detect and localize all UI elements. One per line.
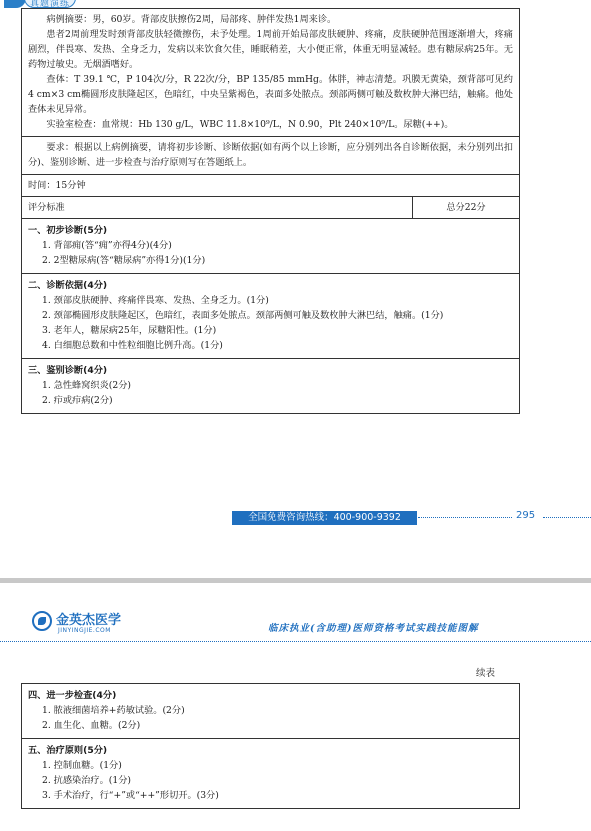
section-title: 三、鉴别诊断(4分) [28, 365, 108, 376]
requirement-cell [22, 137, 520, 175]
section-item: 1. 脓液细菌培养+药敏试验。(2分) [42, 705, 185, 716]
page-number: 295 [516, 510, 536, 521]
logo-icon [32, 611, 52, 631]
case-summary: 病例摘要：男，60岁。背部皮肤擦伤2周，局部疼、肿伴发热1周来诊。 [46, 14, 337, 25]
footer-dotted-rule [543, 517, 591, 518]
time-cell [22, 175, 520, 197]
section-initial-diagnosis [22, 219, 520, 274]
total-score: 总分22分 [446, 202, 486, 213]
continued-label: 续表 [476, 668, 496, 679]
badge-shape [4, 0, 26, 8]
section-item: 3. 手术治疗，行“+”或“++”形切开。(3分) [42, 790, 219, 801]
case-history: 患者2周前理发时颈背部皮肤轻微擦伤，未予处理。1周前开始局部皮肤硬肿、疼痛，皮肤硬肿范围逐渐增大，疼痛剧烈，伴畏寒、发热、全身乏力，发病以来饮食欠佳，睡眠稍差，大小便正常，体重无明显减轻。患有糖尿病25年。无药物过敏史。无烟酒嗜好。 [28, 29, 513, 70]
section-item: 3. 老年人，糖尿病25年，尿糖阳性。(1分) [42, 325, 217, 336]
header-dotted-rule [0, 641, 591, 642]
section-item: 4. 白细胞总数和中性粒细胞比例升高。(1分) [42, 340, 223, 351]
scoring-label: 评分标准 [28, 202, 65, 213]
time-text: 时间：15分钟 [28, 180, 86, 191]
section-treatment [22, 739, 520, 809]
section-title: 四、进一步检查(4分) [28, 690, 117, 701]
scoring-label-cell [22, 197, 413, 219]
page-gap [0, 545, 591, 579]
section-differential-diagnosis [22, 359, 520, 414]
section-item: 2. 疖或疖病(2分) [42, 395, 113, 406]
footer-dotted-rule [418, 517, 512, 518]
requirement-text: 要求：根据以上病例摘要，请将初步诊断、诊断依据(如有两个以上诊断，应分别列出各自诊断依据，未分别列出扣分)、鉴别诊断、进一步检查与治疗原则写在答题纸上。 [28, 142, 513, 168]
section-badge [4, 0, 144, 8]
page-296 [0, 583, 591, 831]
case-exam: 查体：T 39.1 ℃，P 104次/分，R 22次/分，BP 135/85 mmHg。体胖，神志清楚。巩膜无黄染，颈背部可见约4 cm×3 cm椭圆形皮肤隆起区，色暗红，中央呈紫褐色，表面多处脓点。颈部两侧可触及数枚肿大淋巴结，触痛。他处查体未见异常。 [28, 74, 513, 115]
section-item: 2. 抗感染治疗。(1分) [42, 775, 132, 786]
logo-text: 金英杰医学 [56, 613, 122, 628]
section-item: 1. 颈部皮肤硬肿、疼痛伴畏寒、发热、全身乏力。(1分) [42, 295, 269, 306]
section-title: 一、初步诊断(5分) [28, 225, 108, 236]
case-lab: 实验室检查：血常规：Hb 130 g/L，WBC 11.8×10⁹/L，N 0.90，Plt 240×10⁹/L。尿糖(++)。 [46, 119, 454, 130]
book-title: 临床执业(含助理)医师资格考试实践技能图解 [268, 623, 479, 634]
case-table [21, 8, 520, 414]
total-score-cell [413, 197, 520, 219]
section-item: 2. 2型糖尿病(答“糖尿病”亦得1分)(1分) [42, 255, 206, 266]
badge-label: 真题演练 [30, 0, 71, 9]
section-item: 2. 颈部椭圆形皮肤隆起区，色暗红，表面多处脓点。颈部两侧可触及数枚肿大淋巴结，触痛。(1分) [42, 310, 444, 321]
section-item: 1. 控制血糖。(1分) [42, 760, 122, 771]
section-diagnosis-basis [22, 274, 520, 359]
section-item: 1. 急性蜂窝织炎(2分) [42, 380, 132, 391]
logo-url: JINYINGJIE.COM [58, 627, 111, 634]
continued-table [21, 683, 520, 809]
section-item: 2. 血生化、血糖。(2分) [42, 720, 141, 731]
case-summary-cell [22, 9, 520, 137]
section-item: 1. 背部痈(答“痈”亦得4分)(4分) [42, 240, 172, 251]
hotline-banner: 全国免费咨询热线：400-900-9392 [232, 511, 417, 525]
section-further-exam [22, 684, 520, 739]
section-title: 五、治疗原则(5分) [28, 745, 108, 756]
section-title: 二、诊断依据(4分) [28, 280, 108, 291]
